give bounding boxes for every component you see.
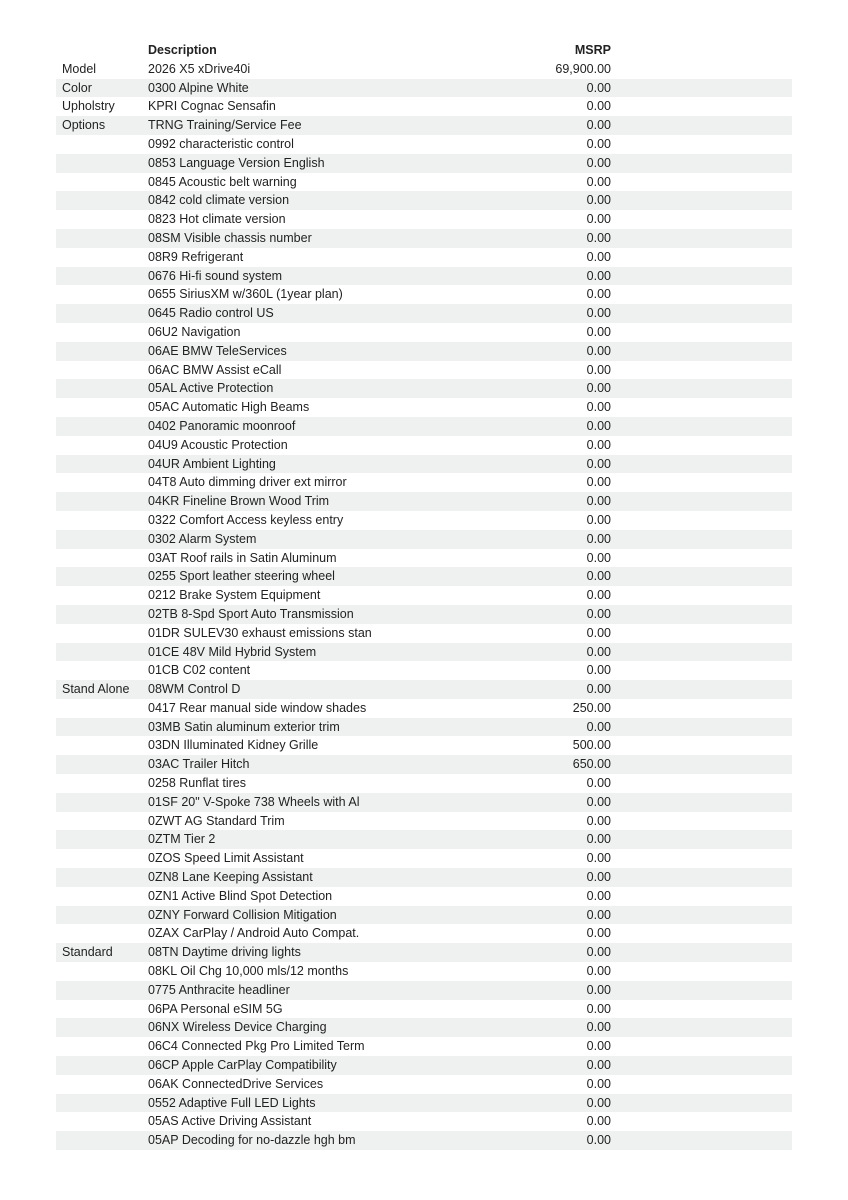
row-category [56,492,148,511]
row-msrp: 69,900.00 [555,61,611,76]
table-row [56,736,792,755]
row-description: 01SF 20" V-Spoke 738 Wheels with Al [148,794,360,809]
table-row [56,981,792,1000]
row-description: 0258 Runflat tires [148,776,246,791]
row-description: TRNG Training/Service Fee [148,118,302,133]
row-msrp: 0.00 [586,381,611,396]
table-row [56,924,792,943]
row-description: KPRI Cognac Sensafin [148,99,276,114]
row-description: 08SM Visible chassis number [148,230,312,245]
row-category: Upholstry [62,99,115,114]
row-description: 0775 Anthracite headliner [148,982,290,997]
row-description: 03MB Satin aluminum exterior trim [148,719,340,734]
table-row [56,379,792,398]
row-msrp: 0.00 [586,794,611,809]
row-msrp: 0.00 [586,606,611,621]
row-msrp: 0.00 [586,870,611,885]
row-description: 06NX Wireless Device Charging [148,1020,327,1035]
row-category [56,154,148,173]
row-category [56,1112,148,1131]
row-description: 02TB 8-Spd Sport Auto Transmission [148,606,354,621]
row-msrp: 0.00 [586,888,611,903]
row-category [56,267,148,286]
row-category [56,567,148,586]
row-msrp: 650.00 [572,757,611,772]
row-msrp: 0.00 [586,249,611,264]
row-description: 0552 Adaptive Full LED Lights [148,1095,316,1110]
pricing-table [56,41,792,1150]
table-row [56,680,792,699]
row-msrp: 0.00 [586,644,611,659]
row-category [56,549,148,568]
row-description: 06AC BMW Assist eCall [148,362,282,377]
table-row [56,361,792,380]
row-msrp: 0.00 [586,343,611,358]
row-description: 2026 X5 xDrive40i [148,61,251,76]
table-row [56,699,792,718]
row-description: 06PA Personal eSIM 5G [148,1001,283,1016]
row-description: 0ZN1 Active Blind Spot Detection [148,888,333,903]
row-category [56,436,148,455]
row-msrp: 0.00 [586,945,611,960]
table-row [56,774,792,793]
row-msrp: 0.00 [586,118,611,133]
row-msrp: 0.00 [586,1020,611,1035]
row-description: 05AP Decoding for no-dazzle hgh bm [148,1133,356,1148]
table-row [56,79,792,98]
row-description: 06AE BMW TeleServices [148,343,287,358]
row-category [56,736,148,755]
table-row [56,849,792,868]
row-category [56,361,148,380]
table-row [56,492,792,511]
table-row [56,473,792,492]
row-msrp: 0.00 [586,813,611,828]
row-description: 0ZNY Forward Collision Mitigation [148,907,337,922]
table-row [56,1037,792,1056]
table-row [56,417,792,436]
table-header-row [56,41,792,60]
row-category [56,830,148,849]
row-description: 0212 Brake System Equipment [148,588,321,603]
row-msrp: 0.00 [586,512,611,527]
table-row [56,605,792,624]
row-msrp: 0.00 [586,80,611,95]
row-msrp: 500.00 [572,738,611,753]
row-category [56,342,148,361]
table-row [56,1018,792,1037]
row-category [56,173,148,192]
row-msrp: 0.00 [586,418,611,433]
row-msrp: 0.00 [586,99,611,114]
table-row [56,191,792,210]
table-row [56,323,792,342]
row-category [56,718,148,737]
table-row [56,135,792,154]
row-category [56,812,148,831]
table-row [56,436,792,455]
row-category: Stand Alone [62,682,130,697]
table-row [56,267,792,286]
row-msrp: 0.00 [586,1133,611,1148]
row-msrp: 0.00 [586,174,611,189]
table-row [56,116,792,135]
row-category [56,191,148,210]
row-msrp: 0.00 [586,362,611,377]
table-row [56,793,792,812]
row-description: 08KL Oil Chg 10,000 mls/12 months [148,964,349,979]
row-msrp: 0.00 [586,832,611,847]
row-description: 08TN Daytime driving lights [148,945,301,960]
row-msrp: 0.00 [586,982,611,997]
row-category: Standard [62,945,113,960]
row-msrp: 0.00 [586,588,611,603]
table-row [56,549,792,568]
row-category: Color [62,80,92,95]
row-category [56,1056,148,1075]
row-description: 04KR Fineline Brown Wood Trim [148,494,330,509]
row-category [56,135,148,154]
row-description: 04T8 Auto dimming driver ext mirror [148,475,347,490]
table-row [56,173,792,192]
row-description: 0ZTM Tier 2 [148,832,216,847]
row-category [56,605,148,624]
table-row [56,1094,792,1113]
row-description: 0655 SiriusXM w/360L (1year plan) [148,287,343,302]
row-category [56,924,148,943]
row-msrp: 0.00 [586,964,611,979]
row-description: 0853 Language Version English [148,155,325,170]
row-description: 0417 Rear manual side window shades [148,700,367,715]
row-category [56,398,148,417]
row-msrp: 0.00 [586,400,611,415]
row-category [56,962,148,981]
row-category [56,248,148,267]
row-description: 06AK ConnectedDrive Services [148,1076,324,1091]
row-msrp: 0.00 [586,324,611,339]
table-row [56,398,792,417]
row-description: 05AL Active Protection [148,381,274,396]
row-msrp: 0.00 [586,268,611,283]
row-description: 08WM Control D [148,682,241,697]
row-category [56,887,148,906]
row-category [56,643,148,662]
row-msrp: 0.00 [586,155,611,170]
row-msrp: 0.00 [586,1076,611,1091]
row-msrp: 0.00 [586,531,611,546]
header-msrp: MSRP [574,43,611,57]
row-description: 06C4 Connected Pkg Pro Limited Term [148,1039,365,1054]
row-category [56,774,148,793]
row-description: 0676 Hi-fi sound system [148,268,283,283]
table-row [56,304,792,323]
row-category [56,455,148,474]
row-category [56,868,148,887]
row-description: 0823 Hot climate version [148,212,286,227]
row-category [56,755,148,774]
row-msrp: 0.00 [586,437,611,452]
row-description: 01CB C02 content [148,663,251,678]
row-category [56,530,148,549]
row-msrp: 0.00 [586,475,611,490]
row-description: 0ZWT AG Standard Trim [148,813,285,828]
row-msrp: 0.00 [586,1058,611,1073]
row-description: 03DN Illuminated Kidney Grille [148,738,319,753]
row-category [56,511,148,530]
row-msrp: 0.00 [586,625,611,640]
row-category: Options [62,118,106,133]
row-description: 0845 Acoustic belt warning [148,174,297,189]
row-msrp: 0.00 [586,136,611,151]
row-description: 0ZOS Speed Limit Assistant [148,851,304,866]
table-row [56,906,792,925]
row-category [56,1018,148,1037]
table-row [56,718,792,737]
table-row [56,812,792,831]
row-category: Model [62,61,97,76]
table-row [56,962,792,981]
row-msrp: 0.00 [586,230,611,245]
table-row [56,342,792,361]
row-description: 04U9 Acoustic Protection [148,437,288,452]
row-msrp: 0.00 [586,1114,611,1129]
row-description: 0402 Panoramic moonroof [148,418,296,433]
row-category [56,1094,148,1113]
row-msrp: 250.00 [572,700,611,715]
row-description: 0255 Sport leather steering wheel [148,569,335,584]
row-msrp: 0.00 [586,907,611,922]
row-msrp: 0.00 [586,719,611,734]
row-description: 06U2 Navigation [148,324,241,339]
row-category [56,981,148,1000]
row-description: 05AC Automatic High Beams [148,400,310,415]
row-category [56,849,148,868]
row-category [56,624,148,643]
header-category [56,41,148,60]
row-msrp: 0.00 [586,1095,611,1110]
row-msrp: 0.00 [586,663,611,678]
row-description: 0300 Alpine White [148,80,249,95]
row-msrp: 0.00 [586,212,611,227]
row-category [56,793,148,812]
table-row [56,229,792,248]
row-description: 0ZAX CarPlay / Android Auto Compat. [148,926,360,941]
table-row [56,830,792,849]
header-description: Description [148,43,217,57]
table-row [56,755,792,774]
row-description: 03AC Trailer Hitch [148,757,250,772]
row-category [56,379,148,398]
row-category [56,304,148,323]
table-row [56,60,792,79]
table-row [56,511,792,530]
row-msrp: 0.00 [586,193,611,208]
row-description: 0645 Radio control US [148,306,274,321]
table-row [56,887,792,906]
row-description: 06CP Apple CarPlay Compatibility [148,1058,337,1073]
row-category [56,285,148,304]
row-description: 0322 Comfort Access keyless entry [148,512,344,527]
row-category [56,1000,148,1019]
table-row [56,567,792,586]
row-description: 0ZN8 Lane Keeping Assistant [148,870,313,885]
row-msrp: 0.00 [586,851,611,866]
row-category [56,906,148,925]
row-description: 0302 Alarm System [148,531,257,546]
row-category [56,586,148,605]
table-row [56,1075,792,1094]
table-row [56,154,792,173]
table-row [56,210,792,229]
row-msrp: 0.00 [586,682,611,697]
table-row [56,1131,792,1150]
table-row [56,285,792,304]
row-msrp: 0.00 [586,456,611,471]
row-msrp: 0.00 [586,1039,611,1054]
table-row [56,643,792,662]
row-msrp: 0.00 [586,1001,611,1016]
row-description: 01CE 48V Mild Hybrid System [148,644,317,659]
table-row [56,97,792,116]
row-msrp: 0.00 [586,926,611,941]
table-row [56,248,792,267]
table-row [56,586,792,605]
table-row [56,1000,792,1019]
row-category [56,229,148,248]
table-row [56,943,792,962]
table-row [56,1056,792,1075]
table-row [56,661,792,680]
row-category [56,1131,148,1150]
row-description: 01DR SULEV30 exhaust emissions stan [148,625,372,640]
row-category [56,661,148,680]
row-category [56,699,148,718]
row-msrp: 0.00 [586,550,611,565]
table-row [56,1112,792,1131]
row-category [56,473,148,492]
table-row [56,624,792,643]
row-msrp: 0.00 [586,776,611,791]
row-category [56,323,148,342]
row-description: 05AS Active Driving Assistant [148,1114,312,1129]
row-description: 04UR Ambient Lighting [148,456,276,471]
row-category [56,210,148,229]
row-description: 0842 cold climate version [148,193,290,208]
row-description: 03AT Roof rails in Satin Aluminum [148,550,337,565]
row-category [56,1037,148,1056]
row-category [56,417,148,436]
row-msrp: 0.00 [586,569,611,584]
row-description: 0992 characteristic control [148,136,294,151]
row-msrp: 0.00 [586,287,611,302]
table-row [56,868,792,887]
row-msrp: 0.00 [586,494,611,509]
row-description: 08R9 Refrigerant [148,249,244,264]
table-row [56,530,792,549]
row-category [56,1075,148,1094]
table-row [56,455,792,474]
row-msrp: 0.00 [586,306,611,321]
table-body [56,60,792,1150]
